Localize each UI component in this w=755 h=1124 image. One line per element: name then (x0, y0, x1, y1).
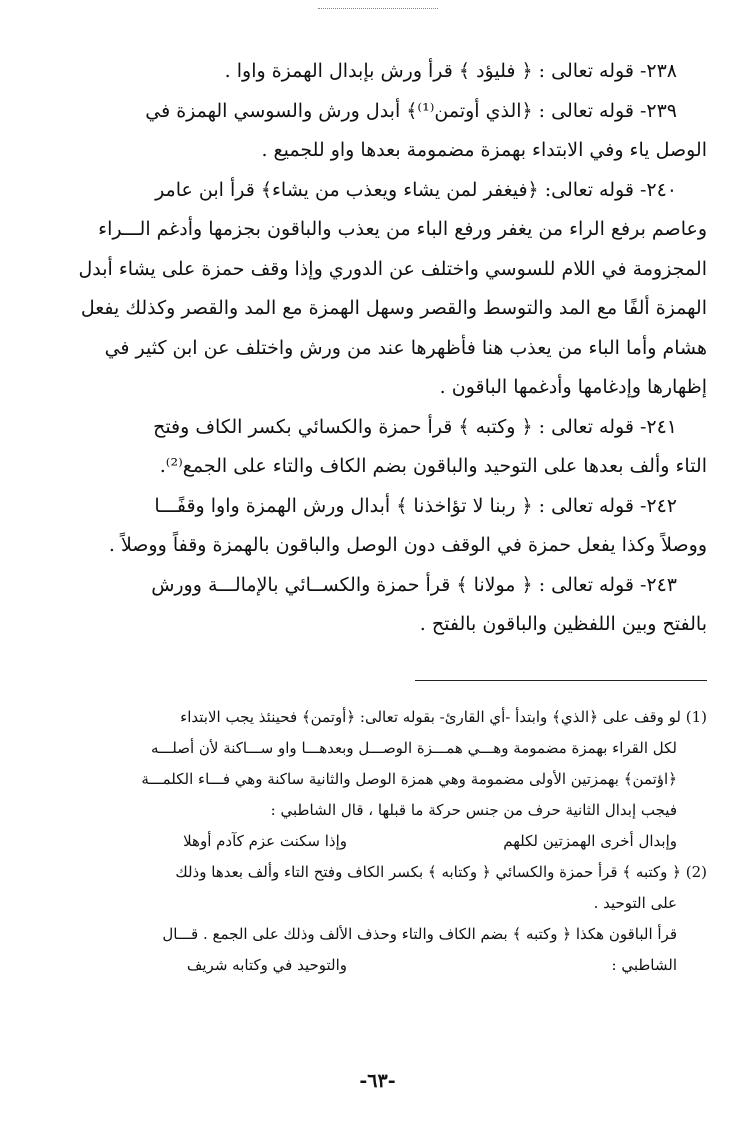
text-line-239: ٢٣٩- قوله تعالى : ﴿الذي أوتمن⁽¹⁾﴾ أبدل ورش والسوسي الهمزة في (145, 99, 677, 122)
page-number: -٦٣- (359, 1070, 396, 1092)
text-line-240: ٢٤٠- قوله تعالى: ﴿فيغفر لمن يشاء ويعذب من يشاء﴾ قرأ ابن عامر (155, 178, 677, 201)
footnote-1-line: ﴿اؤتمن﴾ بهمزتين الأولى مضمومة وهي همزة الوصل والثانية ساكنة وهي فـــاء الكلمـــة (141, 770, 677, 788)
footnote-2-line: قرأ الباقون هكذا ﴿ وكتبه ﴾ بضم الكاف والتاء وحذف الألف وذلك على الجمع . قـــال (162, 925, 677, 943)
top-dotted-rule (318, 8, 438, 9)
footnote-1-line: (1) لو وقف على ﴿الذي﴾ وابتدأ -أي القارئ- بقوله تعالى: ﴿أوتمن﴾ فحينئذ يجب الابتداء (180, 708, 707, 726)
poem-verse (42, 826, 707, 857)
verse-hemistich-2: وإذا سكنت عزم كآدم أوهلا (183, 832, 347, 850)
text-line-241: ٢٤١- قوله تعالى : ﴿ وكتبه ﴾ قرأ حمزة والكسائي بكسر الكاف وفتح (153, 415, 677, 438)
poem-verse (42, 950, 707, 981)
text-line-238: ٢٣٨- قوله تعالى : ﴿ فليؤد ﴾ قرأ ورش بإبدال الهمزة واوا . (224, 60, 677, 82)
verse-hemistich-1: وإبدال أخرى الهمزتين لكلهم (503, 832, 677, 850)
text-line: الوصل ياء وفي الابتداء بهمزة مضمومة بعدها واو للجميع . (261, 139, 707, 161)
text-line-242: ٢٤٢- قوله تعالى : ﴿ ربنا لا تؤاخذنا ﴾ أبدال ورش الهمزة واوا وقفًـــا (154, 494, 677, 517)
text-line: هشام وأما الباء من يعذب هنا فأظهرها عند من ورش واختلف عن ابن كثير في (104, 336, 707, 359)
text-line: التاء وألف بعدها على التوحيد والباقون بضم الكاف والتاء على الجمع⁽²⁾. (159, 455, 707, 477)
main-text (47, 52, 707, 645)
text-line: المجزومة في اللام للسوسي واختلف عن الدوري وإذا وقف حمزة على يشاء أبدل (78, 257, 707, 280)
verse-hemistich-1: الشاطبي : (611, 956, 677, 974)
text-line: الهمزة ألفًا مع المد والتوسط والقصر وسهل الهمزة مع المد والقصر وكذلك يفعل (80, 297, 707, 319)
text-line: وعاصم برفع الراء من يغفر ورفع الباء من يعذب والباقون بجزمها وأدغم الـــراء (98, 218, 707, 240)
text-line: بالفتح وبين اللفظين والباقون بالفتح . (419, 613, 707, 635)
footnote-1-line: لكل القراء بهمزة مضمومة وهـــي همـــزة الوصـــل وبعدهـــا واو ســـاكنة لأن أصلـــه (151, 739, 677, 757)
footnote-1-line: فيجب إبدال الثانية حرف من جنس حركة ما قبلها ، قال الشاطبي : (270, 801, 677, 819)
text-line: إظهارها وإدغامها وأدغمها الباقون . (439, 376, 707, 398)
verse-hemistich-2: والتوحيد في وكتابه شريف (186, 956, 347, 974)
footnote-2-line: (2) ﴿ وكتبه ﴾ قرأ حمزة والكسائي ﴿ وكتابه ﴾ بكسر الكاف وفتح التاء وألف بعدها وذلك (175, 863, 707, 881)
text-line: ووصلاً وكذا يفعل حمزة في الوقف دون الوصل والباقون بالهمزة وقفاً ووصلاً . (108, 534, 707, 556)
text-line-243: ٢٤٣- قوله تعالى : ﴿ مولانا ﴾ قرأ حمزة والكســائي بالإمالـــة وورش (151, 573, 677, 596)
footnote-2-line: على التوحيد . (593, 894, 677, 912)
footnotes (42, 702, 707, 981)
footnote-separator (415, 680, 707, 681)
